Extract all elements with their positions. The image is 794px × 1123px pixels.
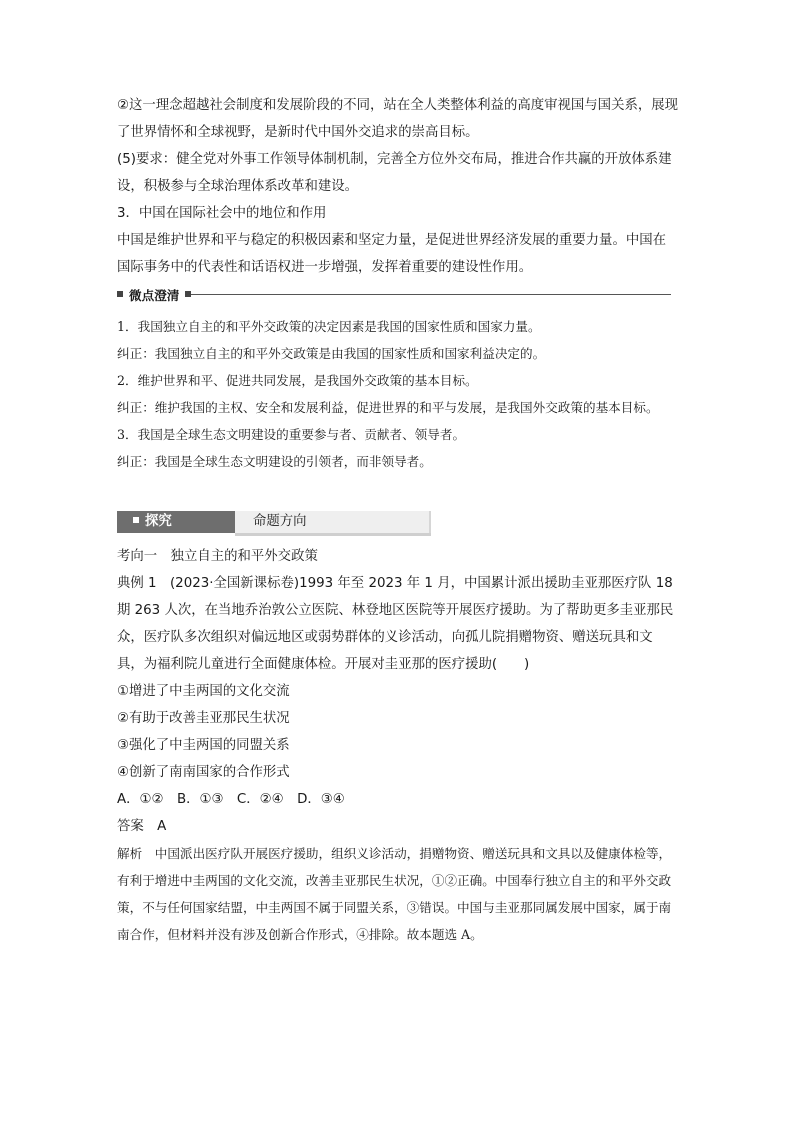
explore-banner [117,511,431,535]
question-stem: 典例 1 (2023·全国新课标卷)1993 年至 2023 年 1 月，中国累计派出援助圭亚那医疗队 18 期 263 人次，在当地乔治敦公立医院、林登地区医院等开展医疗援助。为了帮助更多圭亚那民众，医疗队多次组织对偏远地区或弱势群体的义诊活动，向孤儿院捐赠物资、赠送玩具和文具，为福利院儿童进行全面健康体检。开展对圭亚那的医疗援助( ) [117,576,674,672]
clarify-correction: 纠正：我国是全球生态文明建设的引领者，而非领导者。 [117,454,432,469]
document-page [117,92,679,948]
section-heading-status: 3．中国在国际社会中的地位和作用 [117,206,327,221]
question-analysis: 解析 中国派出医疗队开展医疗援助，组织义诊活动，捐赠物资、赠送玩具和文具以及健康体检等，有利于增进中圭两国的文化交流，改善圭亚那民生状况，①②正确。中国奉行独立自主的和平外交政策，不与任何国家结盟，中圭两国不属于同盟关系，③错误。中国与圭亚那同属发展中国家，属于南南合作，但材料并没有涉及创新合作形式，④排除。故本题选 A。 [117,846,672,942]
clarify-correction: 纠正：维护我国的主权、安全和发展利益，促进世界的和平与发展，是我国外交政策的基本目标。 [117,400,659,415]
clarify-header [117,283,679,305]
question-answer: 答案 A [117,819,167,834]
question-option: ①增进了中圭两国的文化交流 [117,684,290,699]
banner-explore [117,511,235,533]
divider-line [191,294,671,295]
clarify-item: 2．维护世界和平、促进共同发展，是我国外交政策的基本目标。 [117,373,478,388]
question-option: ②有助于改善圭亚那民生状况 [117,711,290,726]
question-option: ④创新了南南国家的合作形式 [117,765,290,780]
banner-direction: 命题方向 [235,511,431,533]
question-choices: A．①② B．①③ C．②④ D．③④ [117,792,345,807]
paragraph-community-idea: ②这一理念超越社会制度和发展阶段的不同，站在全人类整体利益的高度审视国与国关系，展现了世界情怀和全球视野，是新时代中国外交追求的崇高目标。 [117,98,679,140]
banner-underline [235,533,431,536]
paragraph-requirements: (5)要求：健全党对外事工作领导体制机制，完善全方位外交布局，推进合作共赢的开放体系建设，积极参与全球治理体系改革和建设。 [117,152,672,194]
question-direction: 考向一 独立自主的和平外交政策 [117,549,318,564]
paragraph-status: 中国是维护世界和平与稳定的积极因素和坚定力量，是促进世界经济发展的重要力量。中国在国际事务中的代表性和话语权进一步增强，发挥着重要的建设性作用。 [117,233,667,275]
clarify-item: 1．我国独立自主的和平外交政策的决定因素是我国的国家性质和国家力量。 [117,319,541,334]
square-bullet-icon [133,517,139,523]
banner-explore-label: 探究 [145,514,172,529]
question-option: ③强化了中圭两国的同盟关系 [117,738,290,753]
clarify-label: 微点澄清 [129,287,180,303]
clarify-correction: 纠正：我国独立自主的和平外交政策是由我国的国家性质和国家利益决定的。 [117,346,546,361]
square-bullet-icon [117,291,123,297]
clarify-item: 3．我国是全球生态文明建设的重要参与者、贡献者、领导者。 [117,427,466,442]
